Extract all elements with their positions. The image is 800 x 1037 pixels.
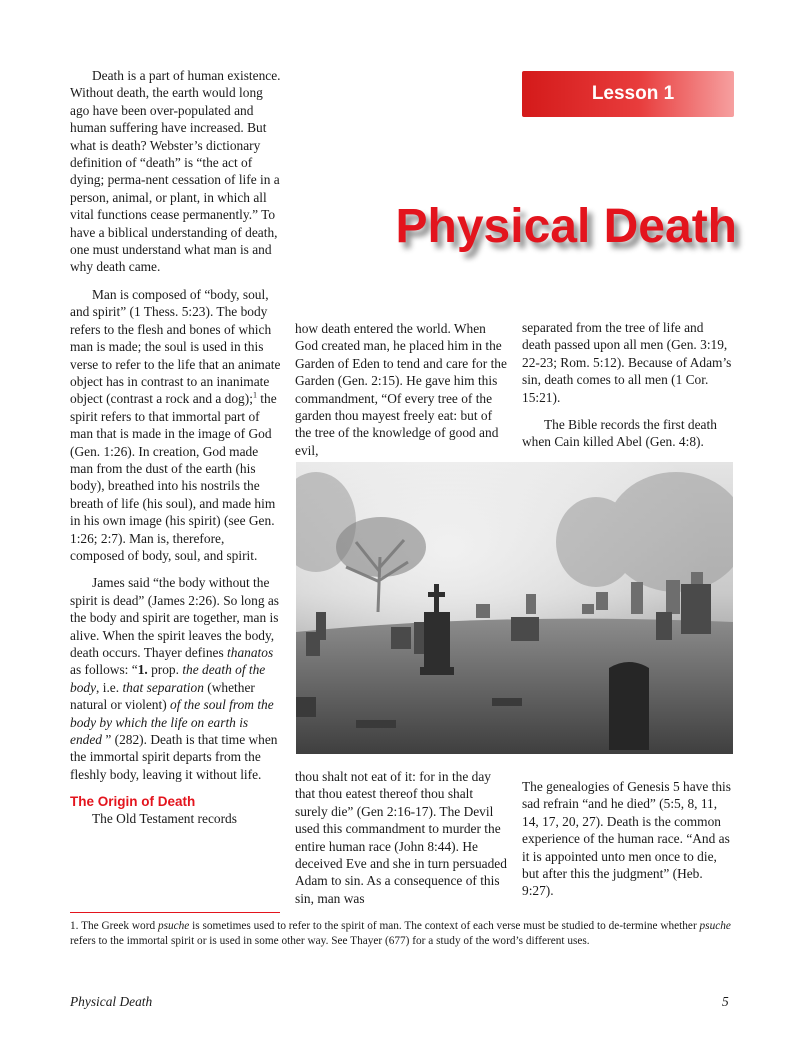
text-span: prop. <box>147 662 183 678</box>
text-span: is sometimes used to refer to the spirit of man. The context of each verse must be studied to de-termine whether <box>189 920 700 932</box>
cemetery-illustration <box>296 462 733 754</box>
right-column-bottom <box>522 778 734 900</box>
footnote <box>70 919 734 949</box>
text-span: as follows: “ <box>70 662 138 678</box>
cemetery-photo <box>296 462 733 754</box>
footnote-divider <box>70 912 280 913</box>
right-column-top <box>522 319 734 451</box>
running-footer: Physical Death <box>70 994 153 1009</box>
section-heading: The Origin of Death <box>70 794 196 810</box>
paragraph-commandment: thou shalt not eat of it: for in the day that thou eatest thereof thou shalt surely die” (Gen 2:16-17). The Devil used this commandment to murder the entire human race (John 8:44). He deceived Eve and she in turn persuaded Adam to sin. As a consequence of this sin, man was <box>295 769 507 906</box>
italic-term: thanatos <box>227 645 274 660</box>
lesson-tab: Lesson 1 <box>522 71 734 117</box>
paragraph-body-soul-spirit <box>70 286 281 565</box>
footnote-reference: 1 <box>252 390 257 400</box>
text-span: James said “the body without the spirit is dead” (James 2:26). So long as the body and spirit are together, man is alive. When the spirit leaves the body, death occurs. Thayer defines <box>70 575 280 660</box>
paragraph-thanatos <box>70 574 281 783</box>
italic-term: psuche <box>157 920 190 932</box>
text-span: , i.e. <box>96 679 123 695</box>
paragraph-origin: The Old Testament records <box>92 811 237 827</box>
italic-phrase: of the soul from the body by which the life on earth is ended <box>70 697 274 748</box>
text-span: refers to the immortal spirit or is used in some other way. See Thayer (677) for a study of the word’s different uses. <box>70 935 590 947</box>
page-number: 5 <box>722 994 729 1009</box>
text-span: ” (282). Death is that time when the immortal spirit departs from the fleshly body, leaving it without life. <box>70 732 278 782</box>
italic-term: psuche <box>699 920 731 932</box>
italic-phrase: that separation <box>122 679 204 695</box>
text-span: (whether natural or violent) <box>70 679 255 713</box>
text-span: Man is composed of “body, soul, and spirit” (1 Thess. 5:23). The body refers to the flesh and bones of which man is made; the soul is used in this verse to refer to the life that an animate object has in contrast to an inanimate object (contrast a rock and a dog); <box>70 286 281 407</box>
paragraph-intro: Death is a part of human existence. Without death, the earth would long ago have been over-populated and human suffering have increased. But what is death? Webster’s dictionary definition of “death” is “the act of dying; perma-nent cessation of life in a person, animal, or plant, in which all vital functions cease permanently.” To have a biblical understanding of death, one must understand what man is and why death came. <box>70 68 281 275</box>
text-span: the spirit refers to that immortal part of man that is made in the image of God (Gen. 1:26). In creation, God made man from the dust of the earth (his body), breathed into his nostrils the breath of life (his soul), and made him in his own image (his spirit) (see Gen. 1:26; 2:7). Man is, therefore, composed of body, soul, and spirit. <box>70 391 277 563</box>
middle-column-bottom <box>295 768 507 907</box>
page-title: Physical Death <box>395 200 737 253</box>
paragraph-separated: separated from the tree of life and death passed upon all men (Gen. 3:19, 22-23; Rom. 5:12). Because of Adam’s sin, death comes to all men (1 Cor. 15:21). <box>522 320 732 405</box>
paragraph-garden: how death entered the world. When God created man, he placed him in the Garden of Eden to tend and care for the Garden (Gen. 2:15). He gave him this commandment, “Of every tree of the garden thou mayest freely eat: but of the tree of the knowledge of good and evil, <box>295 321 507 458</box>
text-span: 1. The Greek word <box>70 920 158 932</box>
paragraph-genealogies: The genealogies of Genesis 5 have this sad refrain “and he died” (5:5, 8, 11, 14, 17, 20, 27). Death is the common experience of the human race. “And as it is appointed unto men once to die, but after this the judgment” (Heb. 9:27). <box>522 779 731 899</box>
middle-column-top <box>295 320 507 459</box>
definition-number: 1. <box>137 662 148 678</box>
paragraph-first-death: The Bible records the first death when Cain killed Abel (Gen. 4:8). <box>522 417 717 450</box>
left-column <box>70 67 281 828</box>
italic-phrase: the death of the body <box>70 662 266 695</box>
